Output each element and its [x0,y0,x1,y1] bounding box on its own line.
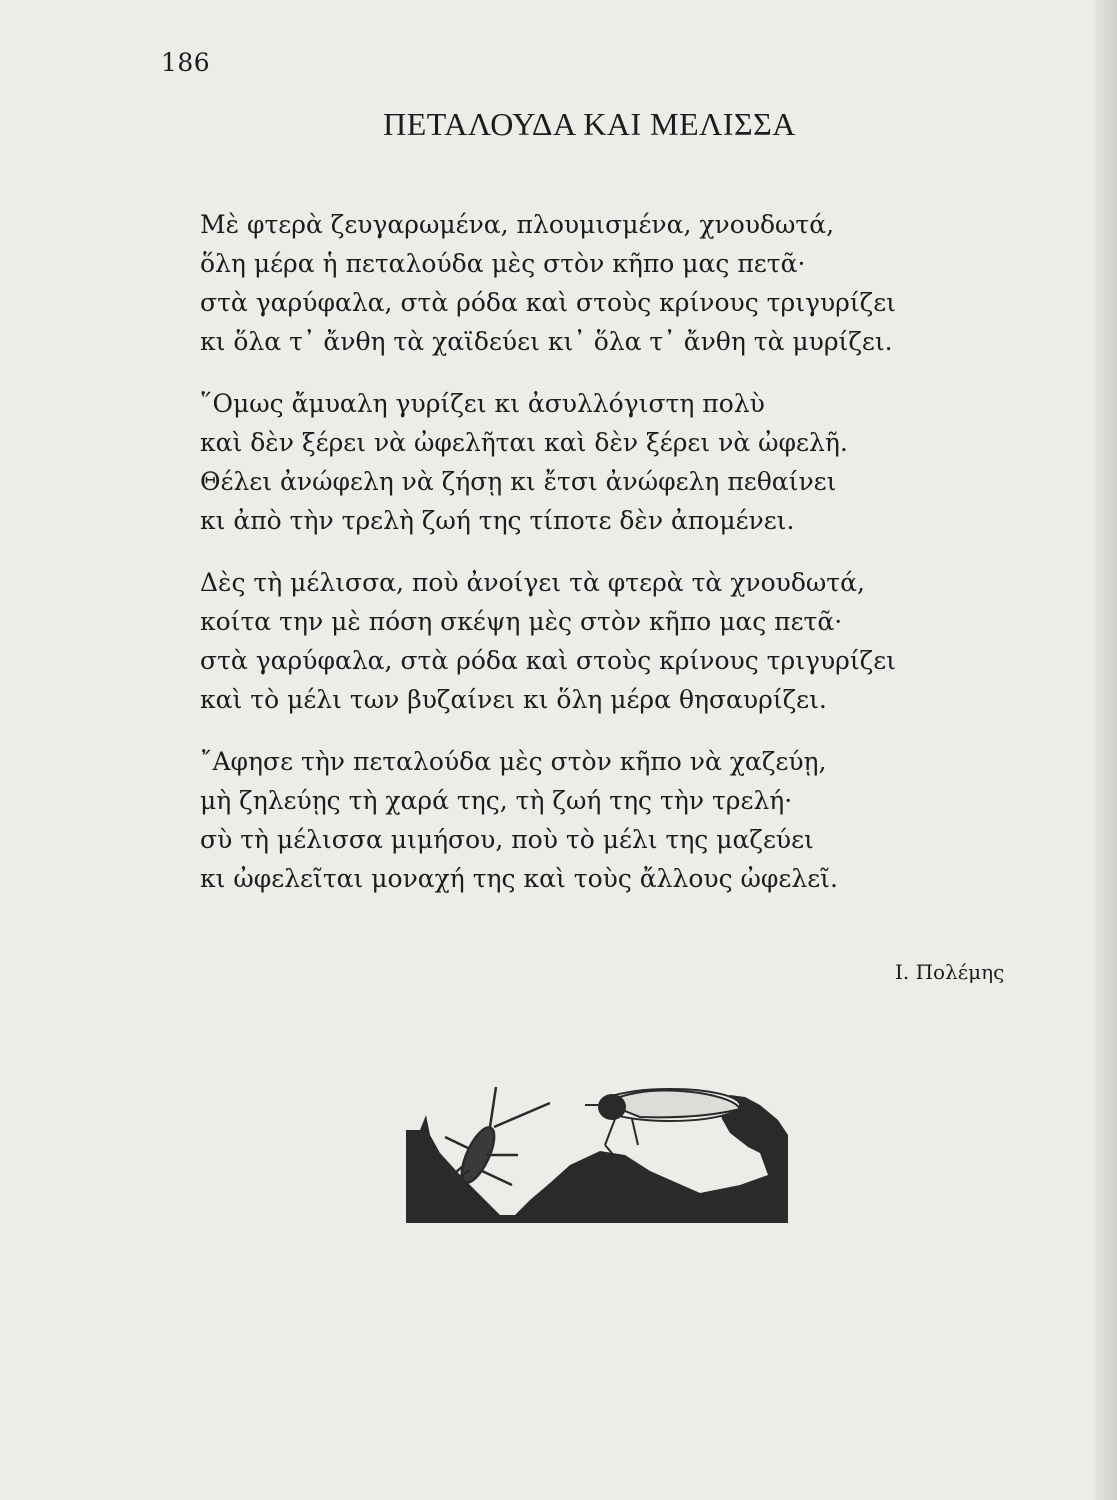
poem-line: κοίτα την μὲ πόση σκέψη μὲς στὸν κῆπο μας πετᾶ· [200,607,843,636]
poem-line: στὰ γαρύφαλα, στὰ ρόδα καὶ στοὺς κρίνους τριγυρίζει [200,646,896,675]
poem-line: σὺ τὴ μέλισσα μιμήσου, ποὺ τὸ μέλι της μαζεύει [200,825,814,854]
poem-line: κι ὅλα τ᾿ ἄνθη τὰ χαϊδεύει κι᾿ ὅλα τ᾿ ἄνθη τὰ μυρίζει. [200,327,893,356]
poem-line: ῎Αφησε τὴν πεταλούδα μὲς στὸν κῆπο νὰ χαζεύῃ, [200,747,827,776]
page-number: 186 [161,48,211,77]
insects-woodcut-illustration [400,1075,790,1225]
poem-line: καὶ τὸ μέλι των βυζαίνει κι ὅλη μέρα θησαυρίζει. [200,685,827,714]
poem-line: ῞Ομως ἄμυαλη γυρίζει κι ἀσυλλόγιστη πολὺ [200,389,765,418]
poem-line: Δὲς τὴ μέλισσα, ποὺ ἀνοίγει τὰ φτερὰ τὰ χνουδωτά, [200,568,865,597]
poem-author: Ι. Πολέμης [895,960,1005,984]
poem-line: μὴ ζηλεύῃς τὴ χαρά της, τὴ ζωή της τὴν τρελή· [200,786,793,815]
poem-line: κι ἀπὸ τὴν τρελὴ ζωή της τίποτε δὲν ἀπομένει. [200,506,795,535]
poem-title: ΠΕΤΑΛΟΥΔΑ ΚΑΙ ΜΕΛΙΣΣΑ [383,106,796,142]
poem-line: κι ὠφελεῖται μοναχή της καὶ τοὺς ἄλλους ὠφελεῖ. [200,864,838,893]
poem-body [200,205,960,921]
stanza-2 [200,384,960,540]
poem-line: Θέλει ἀνώφελη νὰ ζήσῃ κι ἔτσι ἀνώφελη πεθαίνει [200,467,837,496]
stanza-4 [200,742,960,898]
stanza-1 [200,205,960,361]
poem-line: Μὲ φτερὰ ζευγαρωμένα, πλουμισμένα, χνουδωτά, [200,210,835,239]
poem-line: ὅλη μέρα ἡ πεταλούδα μὲς στὸν κῆπο μας πετᾶ· [200,249,806,278]
poem-line: στὰ γαρύφαλα, στὰ ρόδα καὶ στοὺς κρίνους τριγυρίζει [200,288,896,317]
cricket-figure [430,1087,550,1195]
poem-line: καὶ δὲν ξέρει νὰ ὠφελῆται καὶ δὲν ξέρει νὰ ὠφελῆ. [200,428,848,457]
stanza-3 [200,563,960,719]
page-gutter-shadow [1095,0,1117,1500]
